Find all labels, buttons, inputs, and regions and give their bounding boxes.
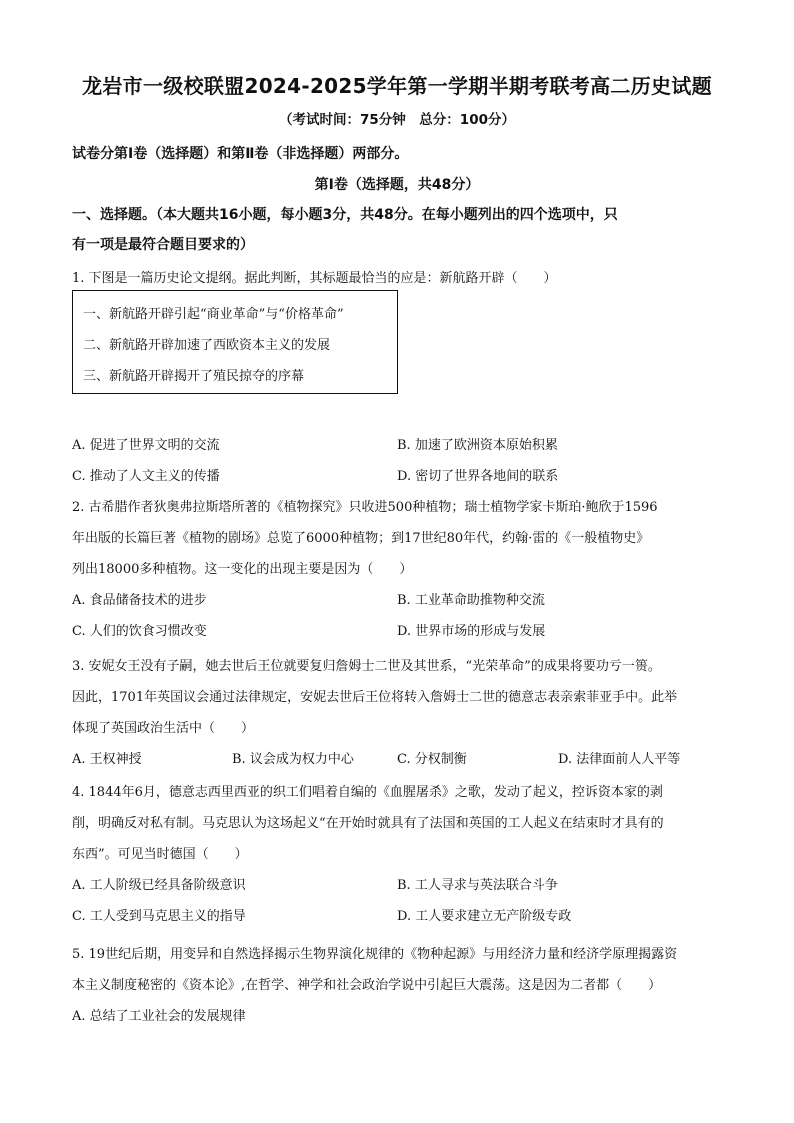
q3-stem-line: 因此，1701年英国议会通过法律规定，安妮去世后王位将转入詹姆士二世的德意志表亲索菲亚手中。此举	[72, 690, 678, 705]
q2-option-c: C. 人们的饮食习惯改变	[72, 624, 207, 639]
q2-option-d: D. 世界市场的形成与发展	[397, 624, 546, 639]
section-instruction-line1: 一、选择题。（本大题共16小题，每小题3分，共48分。在每小题列出的四个选项中，只	[72, 207, 618, 223]
q2-stem-line: 年出版的长篇巨著《植物的剧场》总览了6000种植物；到17世纪80年代，约翰·雷的《一般植物史》	[72, 531, 650, 546]
q4-option-c: C. 工人受到马克思主义的指导	[72, 909, 246, 924]
q4-option-a: A. 工人阶级已经具备阶级意识	[72, 878, 246, 893]
q5-stem-line: 本主义制度秘密的《资本论》,在哲学、神学和社会政治学说中引起巨大震荡。这是因为二者都（ ）	[72, 978, 662, 993]
q2-stem-line: 列出18000多种植物。这一变化的出现主要是因为（ ）	[72, 562, 413, 577]
q1-outline-item: 三、新航路开辟揭开了殖民掠夺的序幕	[83, 369, 305, 384]
exam-title: 龙岩市一级校联盟2024-2025学年第一学期半期考联考高二历史试题	[82, 74, 712, 98]
q3-stem-line: 3. 安妮女王没有子嗣，她去世后王位就要复归詹姆士二世及其世系，“光荣革命”的成果将要功亏一篑。	[72, 659, 661, 674]
q2-option-a: A. 食品储备技术的进步	[72, 593, 207, 608]
q1-outline-item: 一、新航路开辟引起“商业革命”与“价格革命”	[83, 307, 344, 322]
exam-intro: 试卷分第Ⅰ卷（选择题）和第Ⅱ卷（非选择题）两部分。	[72, 146, 409, 162]
q4-option-b: B. 工人寻求与英法联合斗争	[397, 878, 558, 893]
q4-stem-line: 4. 1844年6月，德意志西里西亚的织工们唱着自编的《血腥屠杀》之歌，发动了起义，控诉资本家的剥	[72, 785, 663, 800]
q2-stem-line: 2. 古希腊作者狄奥弗拉斯塔所著的《植物探究》只收进500种植物；瑞士植物学家卡斯珀·鲍欣于1596	[72, 500, 658, 515]
exam-time-info: （考试时间：75分钟 总分：100分）	[279, 112, 515, 128]
q1-outline-box	[72, 290, 398, 394]
q3-stem-line: 体现了英国政治生活中（ ）	[72, 721, 255, 736]
q1-stem: 1. 下图是一篇历史论文提纲。据此判断，其标题最恰当的应是：新航路开辟（ ）	[72, 271, 557, 286]
q1-option-d: D. 密切了世界各地间的联系	[397, 469, 559, 484]
q3-option-b: B. 议会成为权力中心	[232, 752, 354, 767]
q3-option-c: C. 分权制衡	[397, 752, 467, 767]
q3-option-a: A. 王权神授	[72, 752, 142, 767]
q4-stem-line: 东西”。可见当时德国（ ）	[72, 847, 248, 862]
q1-option-b: B. 加速了欧洲资本原始积累	[397, 438, 558, 453]
q4-option-d: D. 工人要求建立无产阶级专政	[397, 909, 572, 924]
q2-option-b: B. 工业革命助推物种交流	[397, 593, 545, 608]
section-instruction-line2: 有一项是最符合题目要求的）	[72, 237, 254, 253]
q1-option-c: C. 推动了人文主义的传播	[72, 469, 220, 484]
q1-option-a: A. 促进了世界文明的交流	[72, 438, 220, 453]
part-title: 第Ⅰ卷（选择题，共48分）	[314, 177, 480, 193]
q3-option-d: D. 法律面前人人平等	[558, 752, 681, 767]
q1-outline-item: 二、新航路开辟加速了西欧资本主义的发展	[83, 338, 331, 353]
q5-option-a: A. 总结了工业社会的发展规律	[72, 1009, 246, 1024]
q4-stem-line: 削，明确反对私有制。马克思认为这场起义“在开始时就具有了法国和英国的工人起义在结束时才具有的	[72, 816, 664, 831]
q5-stem-line: 5. 19世纪后期，用变异和自然选择揭示生物界演化规律的《物种起源》与用经济力量和经济学原理揭露资	[72, 947, 678, 962]
